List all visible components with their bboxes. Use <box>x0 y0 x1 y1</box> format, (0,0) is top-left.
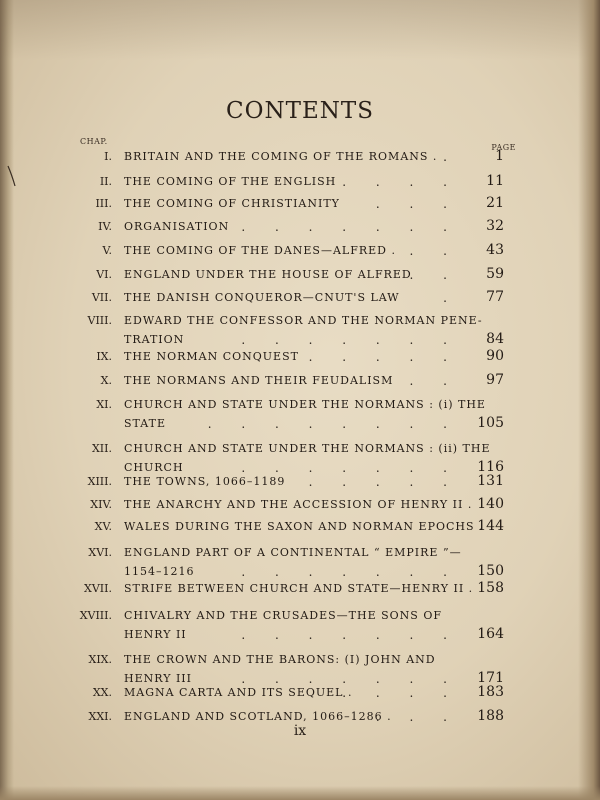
page-number: 32 <box>486 218 504 234</box>
top-shadow <box>0 0 600 60</box>
chapter-title: ORGANISATION <box>124 220 230 233</box>
dot-leader: . . <box>409 268 460 282</box>
folio-number: ix <box>293 723 307 739</box>
chapter-number: IX. <box>96 350 112 363</box>
page-number: 171 <box>477 670 504 686</box>
chapter-title: STRIFE BETWEEN CHURCH AND STATE—HENRY II . <box>124 582 474 595</box>
chapter-title: ENGLAND UNDER THE HOUSE OF ALFRED <box>124 268 412 281</box>
dot-leader: . . . . . . . <box>241 628 460 642</box>
dot-leader: . . . . . . . <box>241 672 460 686</box>
dot-leader: . . . <box>375 710 460 724</box>
chapter-title-continuation: CHURCH <box>124 461 184 474</box>
dot-leader: . . <box>409 244 460 258</box>
chapter-title: CHURCH AND STATE UNDER THE NORMANS : (i) THE <box>124 398 486 411</box>
page-edge-bottom <box>0 786 600 800</box>
dot-leader: . . . . . . . . <box>207 417 460 431</box>
dot-leader: . . . . . . . <box>241 220 460 234</box>
page-number: 116 <box>477 459 504 475</box>
chapter-column-header: CHAP. <box>80 137 108 146</box>
chapter-number: XIII. <box>87 475 112 488</box>
chapter-number: XVI. <box>88 546 112 559</box>
chapter-number: XXI. <box>88 710 112 723</box>
chapter-number: XIX. <box>88 653 112 666</box>
page-number: 131 <box>477 473 504 489</box>
dot-leader: . . . . . . . <box>241 333 460 347</box>
page-number: 90 <box>486 348 504 364</box>
dot-leader: . . . . <box>342 686 460 700</box>
dot-leader: . <box>443 150 460 164</box>
chapter-number: I. <box>104 150 112 163</box>
chapter-number: XX. <box>92 686 112 699</box>
dot-leader: . . . <box>375 197 460 211</box>
page-number: 43 <box>486 242 504 258</box>
chapter-title-continuation: STATE <box>124 417 166 430</box>
chapter-title: ENGLAND PART OF A CONTINENTAL “ EMPIRE ”— <box>124 546 462 559</box>
page-number: 150 <box>477 563 504 579</box>
chapter-title: BRITAIN AND THE COMING OF THE ROMANS . <box>124 150 438 163</box>
dot-leader: . <box>443 291 460 305</box>
chapter-number: III. <box>95 197 112 210</box>
chapter-title: ENGLAND AND SCOTLAND, 1066–1286 . <box>124 710 392 723</box>
chapter-title: THE COMING OF CHRISTIANITY <box>124 197 340 210</box>
page-number: 1 <box>495 148 504 164</box>
chapter-title: EDWARD THE CONFESSOR AND THE NORMAN PENE- <box>124 314 483 327</box>
chapter-title: THE COMING OF THE ENGLISH <box>124 175 337 188</box>
chapter-number: XII. <box>91 442 112 455</box>
page-number: 11 <box>486 173 504 189</box>
page-number: 21 <box>486 195 504 211</box>
chapter-number: IV. <box>98 220 112 233</box>
chapter-title: WALES DURING THE SAXON AND NORMAN EPOCHS . <box>124 520 484 533</box>
chapter-number: XIV. <box>90 498 112 511</box>
page-number: 183 <box>477 684 504 700</box>
dot-leader: . . . . . . . <box>241 461 460 475</box>
chapter-title: THE COMING OF THE DANES—ALFRED . <box>124 244 396 257</box>
dot-leader: . . . . . <box>308 475 460 489</box>
chapter-title: THE TOWNS, 1066–1189 <box>124 475 286 488</box>
chapter-number: VIII. <box>87 314 112 327</box>
chapter-number: XVII. <box>84 582 112 595</box>
chapter-title: THE CROWN AND THE BARONS: (I) JOHN AND <box>124 653 436 666</box>
dot-leader: . . . . . <box>308 350 460 364</box>
chapter-title: THE DANISH CONQUEROR—CNUT'S LAW <box>124 291 400 304</box>
dot-leader: . . . . . . . <box>241 565 460 579</box>
chapter-title: MAGNA CARTA AND ITS SEQUEL . <box>124 686 353 699</box>
chapter-number: X. <box>100 374 112 387</box>
chapter-title: THE ANARCHY AND THE ACCESSION OF HENRY II . <box>124 498 473 511</box>
page-title: CONTENTS <box>226 98 374 124</box>
page-number: 105 <box>477 415 504 431</box>
chapter-title: THE NORMANS AND THEIR FEUDALISM <box>124 374 394 387</box>
chapter-title-continuation: TRATION <box>124 333 185 346</box>
chapter-number: XI. <box>96 398 112 411</box>
page-number: 188 <box>477 708 504 724</box>
chapter-title-continuation: HENRY III <box>124 672 192 685</box>
page-number: 59 <box>486 266 504 282</box>
dot-leader: . . <box>409 374 460 388</box>
chapter-title: CHIVALRY AND THE CRUSADES—THE SONS OF <box>124 609 442 622</box>
chapter-number: XV. <box>94 520 112 533</box>
chapter-title-continuation: HENRY II <box>124 628 187 641</box>
page-number: 144 <box>477 518 504 534</box>
page-number: 97 <box>486 372 504 388</box>
chapter-number: VI. <box>96 268 112 281</box>
page-number: 77 <box>486 289 504 305</box>
chapter-number: XVIII. <box>79 609 112 622</box>
chapter-number: V. <box>102 244 112 257</box>
chapter-title: CHURCH AND STATE UNDER THE NORMANS : (ii) THE <box>124 442 491 455</box>
chapter-number: II. <box>99 175 112 188</box>
page-number: 84 <box>486 331 504 347</box>
page-number: 140 <box>477 496 504 512</box>
page-number: 164 <box>477 626 504 642</box>
page-column-header: PAGE <box>491 143 516 152</box>
chapter-title-continuation: 1154–1216 <box>124 565 195 578</box>
pencil-mark-icon <box>6 165 16 187</box>
dot-leader: . . . . <box>342 175 460 189</box>
page-number: 158 <box>477 580 504 596</box>
chapter-number: VII. <box>91 291 112 304</box>
chapter-title: THE NORMAN CONQUEST <box>124 350 299 363</box>
